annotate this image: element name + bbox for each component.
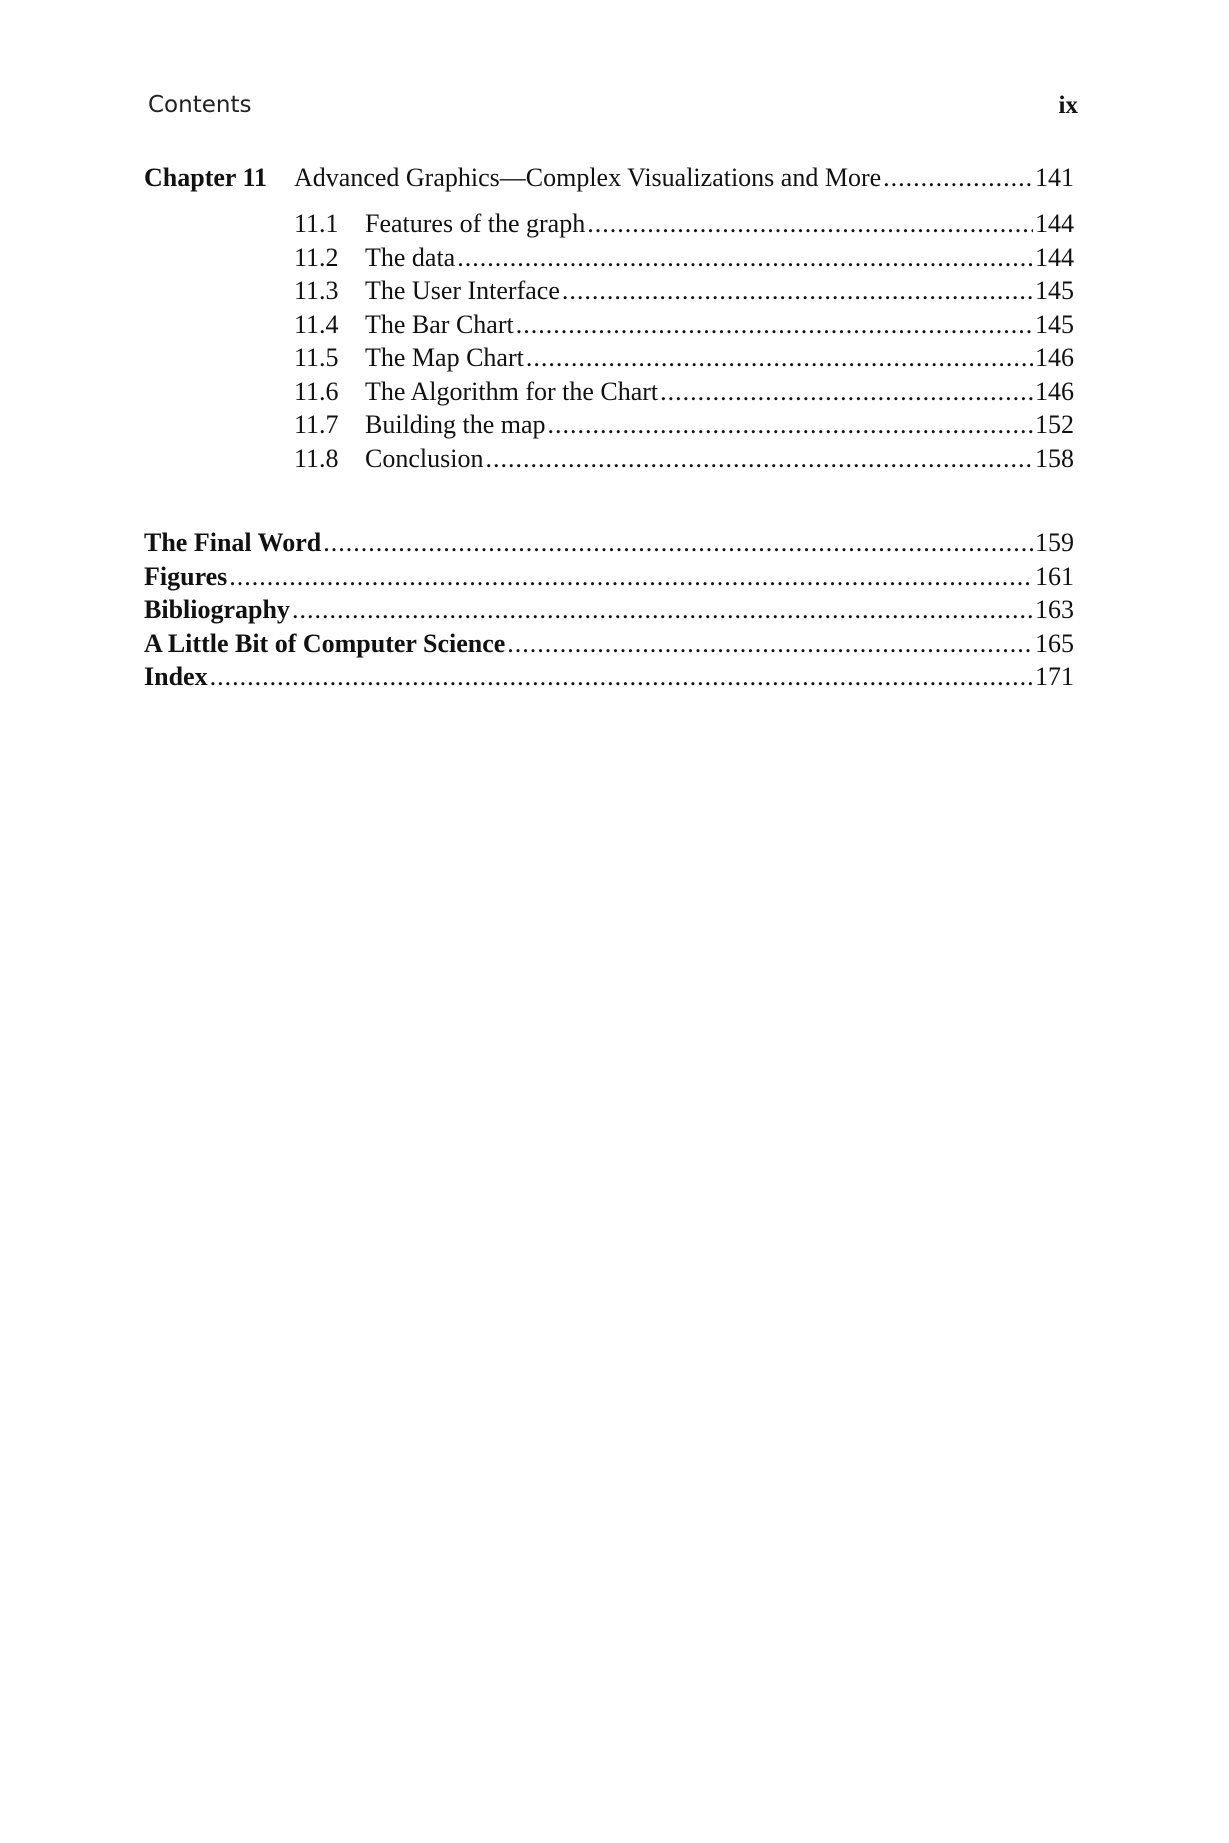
backmatter-page: 161: [1035, 561, 1074, 591]
backmatter-page: 159: [1035, 528, 1074, 557]
toc-backmatter-entry[interactable]: [144, 528, 1074, 562]
dot-leader: [883, 163, 1033, 193]
backmatter-title: Bibliography: [144, 595, 290, 624]
section-title: The Map Chart: [365, 343, 524, 372]
backmatter-page: 163: [1035, 595, 1074, 624]
backmatter-page: 165: [1035, 628, 1074, 658]
chapter-title: Advanced Graphics—Complex Visualizations and More: [294, 163, 882, 192]
dot-leader: [210, 662, 1033, 692]
backmatter-title: A Little Bit of Computer Science: [144, 628, 506, 658]
toc-section-entry[interactable]: [144, 276, 1074, 310]
section-page: 158: [1035, 443, 1074, 473]
toc-backmatter-entry[interactable]: [144, 629, 1074, 663]
running-head-title: Contents: [148, 92, 252, 118]
section-page: 152: [1035, 410, 1074, 439]
dot-leader: [485, 444, 1033, 474]
section-page: 146: [1035, 376, 1074, 406]
dot-leader: [229, 562, 1033, 592]
section-title: The data: [365, 242, 456, 272]
section-title: The User Interface: [365, 276, 560, 305]
dot-leader: [292, 595, 1033, 625]
toc-chapter-entry[interactable]: [144, 163, 1074, 203]
section-page: 145: [1035, 276, 1074, 305]
section-number: 11.4: [294, 309, 339, 339]
section-number: 11.6: [294, 376, 339, 406]
toc-section-entry[interactable]: [144, 209, 1074, 243]
dot-leader: [516, 310, 1033, 340]
dot-leader: [587, 209, 1033, 239]
backmatter-title: The Final Word: [144, 528, 322, 557]
toc-section-entry[interactable]: [144, 377, 1074, 411]
toc-backmatter-entry[interactable]: [144, 595, 1074, 629]
dot-leader: [548, 410, 1033, 440]
toc-section-entry[interactable]: [144, 343, 1074, 377]
backmatter-page: 171: [1035, 662, 1074, 691]
dot-leader: [562, 276, 1033, 306]
running-head: [148, 92, 1078, 126]
toc-section-entry[interactable]: [144, 410, 1074, 444]
table-of-contents: [144, 163, 1074, 696]
toc-backmatter-entry[interactable]: [144, 662, 1074, 696]
toc-section-entry[interactable]: [144, 444, 1074, 478]
section-title: Conclusion: [365, 443, 484, 473]
backmatter-title: Index: [144, 662, 208, 691]
dot-leader: [660, 377, 1033, 407]
section-number: 11.5: [294, 343, 339, 372]
chapter-page: 141: [1035, 163, 1074, 192]
section-number: 11.7: [294, 410, 339, 439]
section-number: 11.1: [294, 209, 339, 238]
toc-section-entry[interactable]: [144, 243, 1074, 277]
section-page: 145: [1035, 309, 1074, 339]
backmatter-list: [144, 528, 1074, 696]
section-page: 146: [1035, 343, 1074, 372]
dot-leader: [457, 243, 1033, 273]
toc-backmatter-entry[interactable]: [144, 562, 1074, 596]
section-title: The Algorithm for the Chart: [365, 376, 659, 406]
chapter-label: Chapter 11: [144, 163, 268, 192]
section-number: 11.2: [294, 242, 339, 272]
page-number: ix: [1058, 92, 1078, 119]
dot-leader: [323, 528, 1033, 558]
section-page: 144: [1035, 209, 1074, 238]
section-number: 11.8: [294, 443, 339, 473]
backmatter-title: Figures: [144, 561, 228, 591]
section-title: Features of the graph: [365, 209, 586, 238]
section-list: [144, 209, 1074, 477]
section-page: 144: [1035, 242, 1074, 272]
dot-leader: [526, 343, 1033, 373]
dot-leader: [507, 629, 1033, 659]
toc-section-entry[interactable]: [144, 310, 1074, 344]
section-title: The Bar Chart: [365, 309, 514, 339]
section-number: 11.3: [294, 276, 339, 305]
section-title: Building the map: [365, 410, 546, 439]
